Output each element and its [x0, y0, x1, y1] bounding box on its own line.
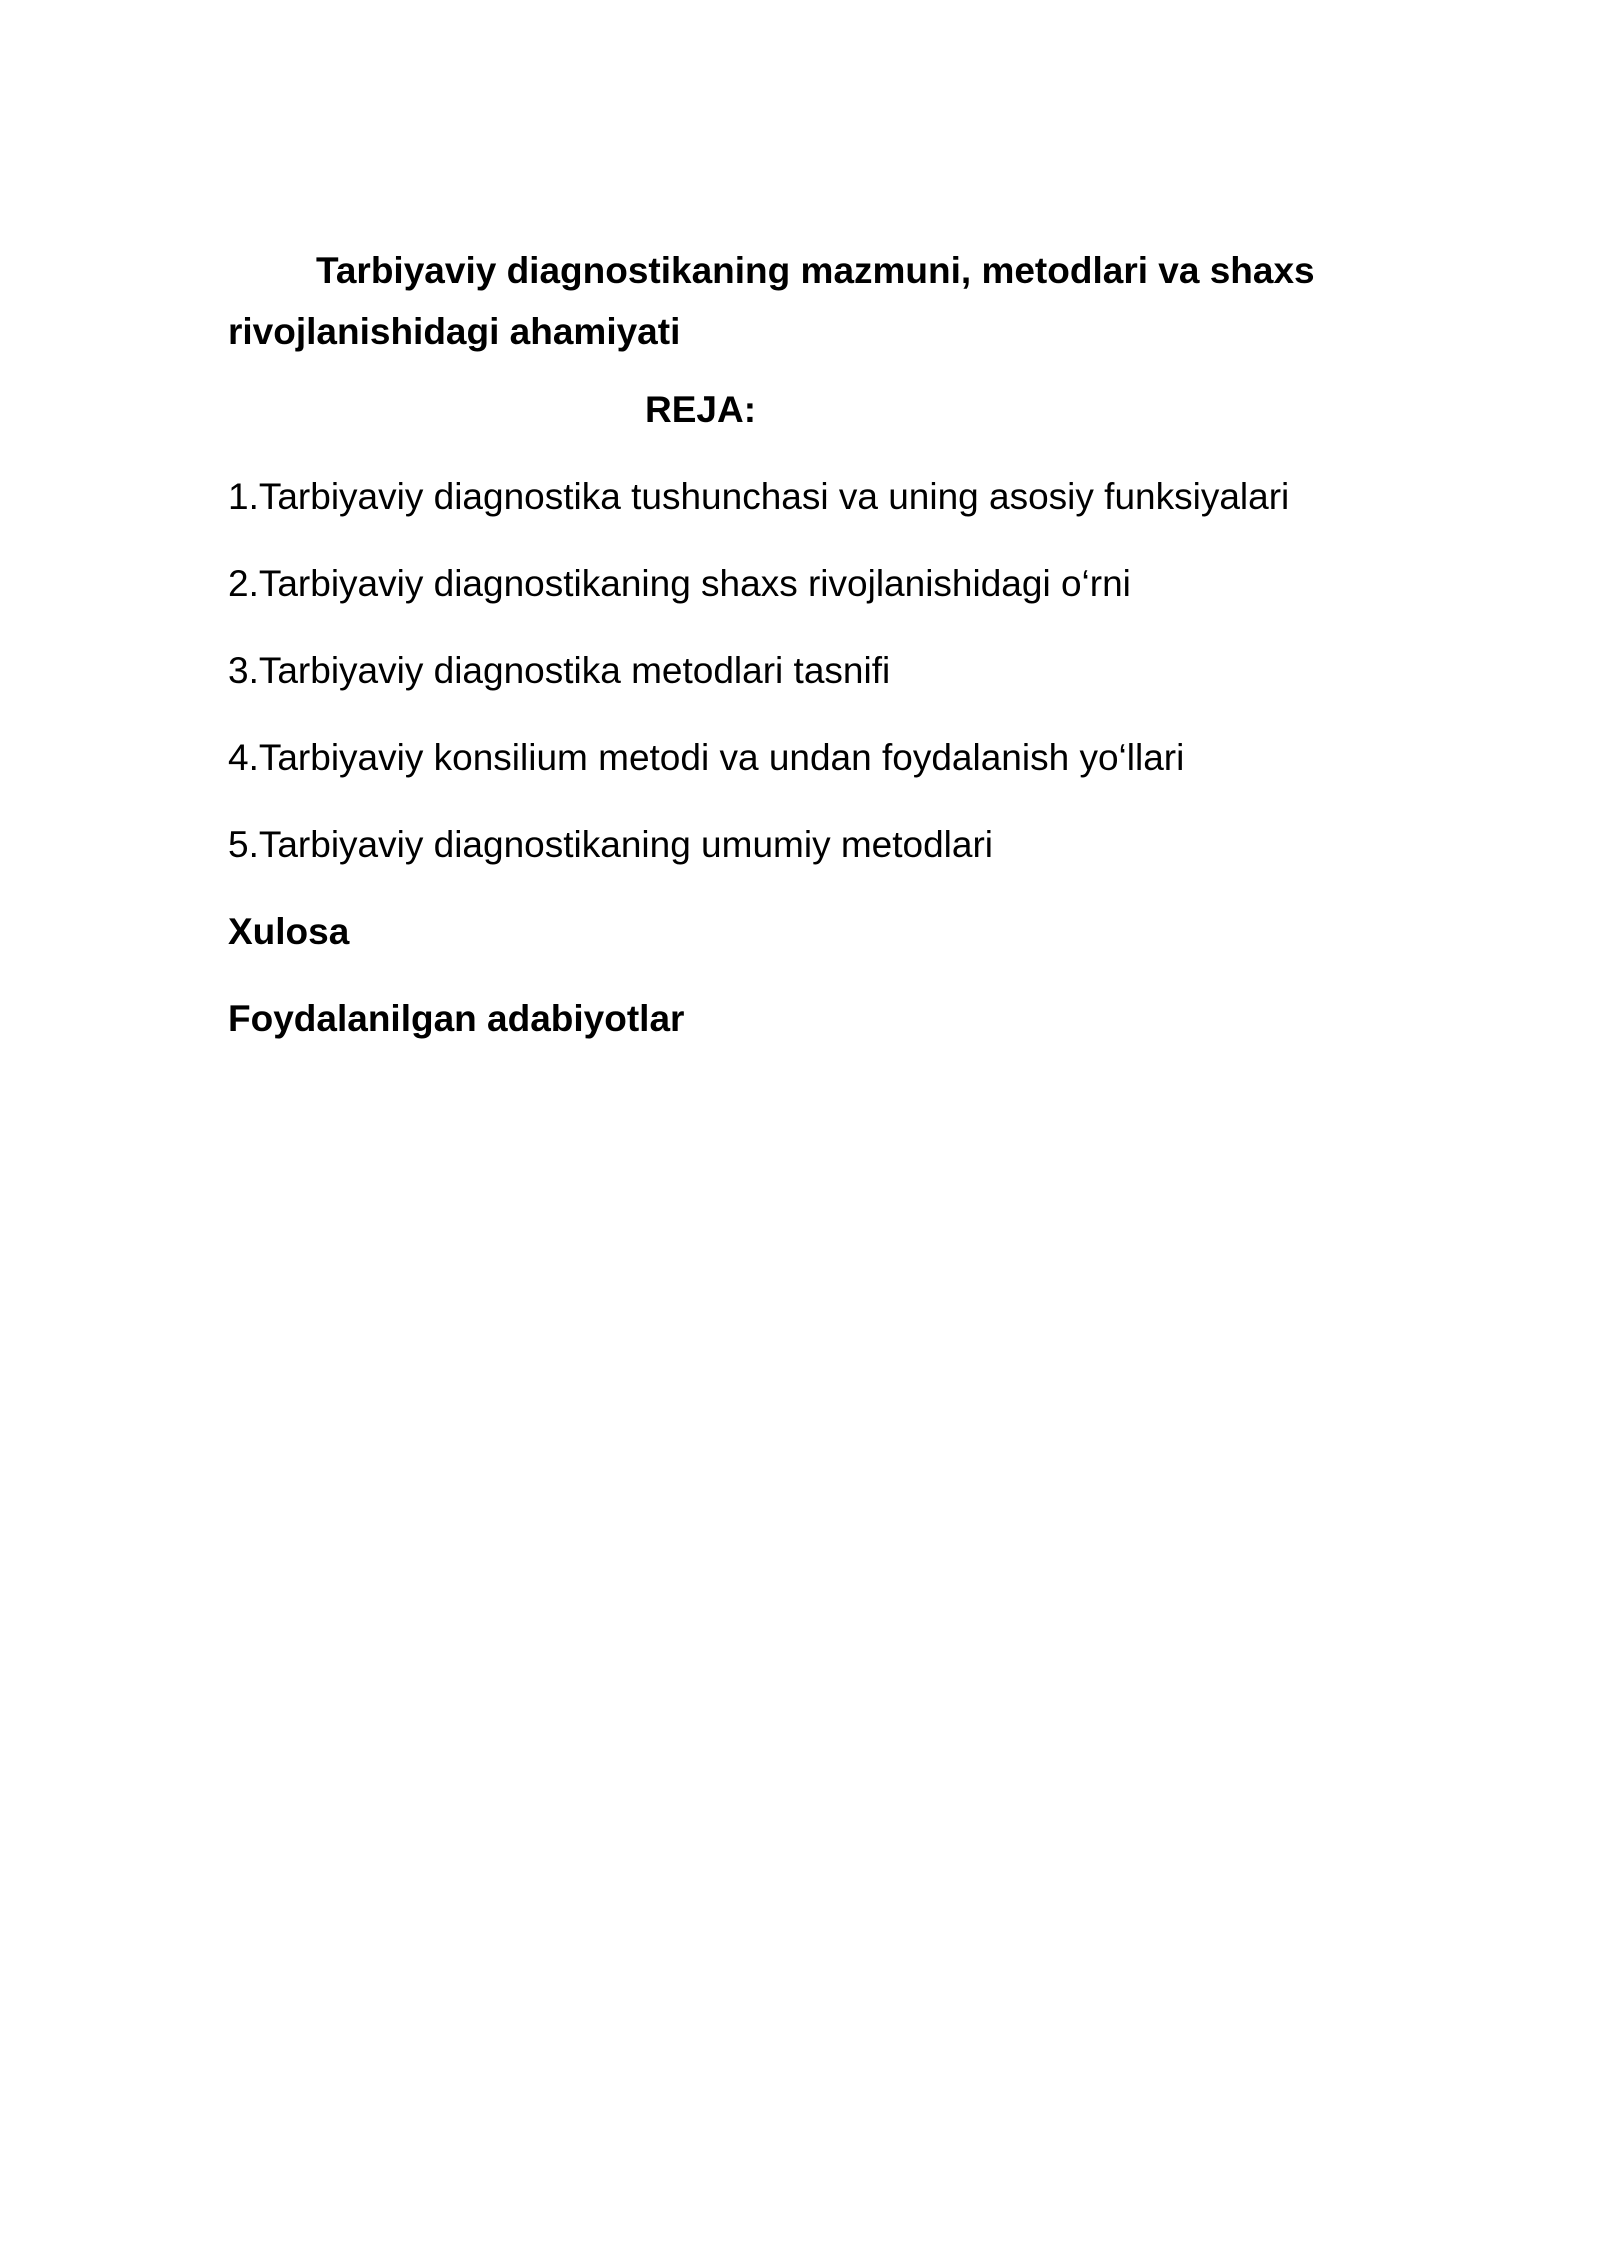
document-content	[228, 240, 1378, 1041]
document-title: Tarbiyaviy diagnostikaning mazmuni, metodlari va shaxs rivojlanishidagi ahamiyati	[228, 250, 1315, 352]
conclusion-heading: Xulosa	[228, 911, 350, 952]
plan-heading: REJA:	[645, 389, 757, 430]
plan-item-4: 4.Tarbiyaviy konsilium metodi va undan foydalanish yo‘llari	[228, 737, 1185, 778]
references-heading: Foydalanilgan adabiyotlar	[228, 998, 685, 1039]
plan-item-5: 5.Tarbiyaviy diagnostikaning umumiy metodlari	[228, 824, 994, 865]
plan-item-1: 1.Tarbiyaviy diagnostika tushunchasi va uning asosiy funksiyalari	[228, 476, 1290, 517]
plan-list	[228, 475, 1378, 867]
plan-item-2: 2.Tarbiyaviy diagnostikaning shaxs rivojlanishidagi o‘rni	[228, 563, 1131, 604]
plan-item-3: 3.Tarbiyaviy diagnostika metodlari tasnifi	[228, 650, 891, 691]
